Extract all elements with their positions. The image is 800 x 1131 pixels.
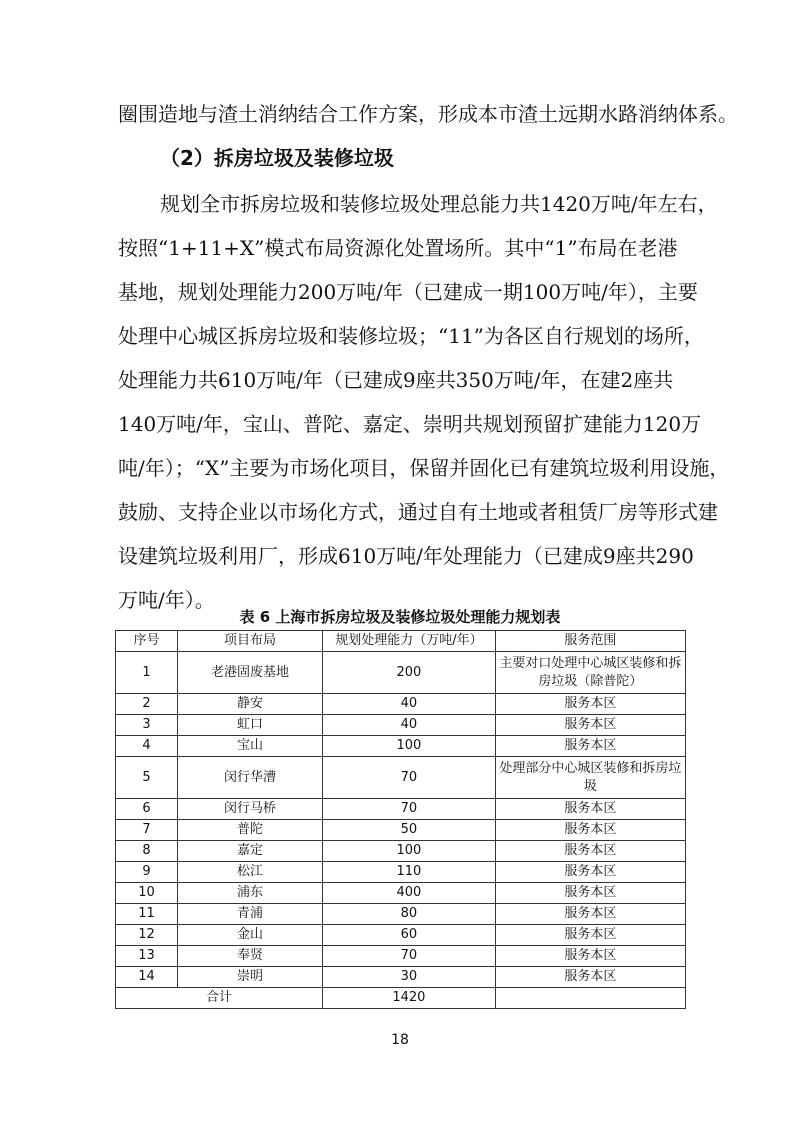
cell-capacity: 40 — [323, 694, 496, 715]
header-name: 项目布局 — [178, 631, 323, 652]
cell-scope: 服务本区 — [495, 799, 685, 820]
cell-no: 4 — [116, 736, 178, 757]
table-row — [116, 715, 686, 736]
header-scope: 服务范围 — [495, 631, 685, 652]
cell-name: 金山 — [178, 925, 323, 946]
cell-no: 8 — [116, 841, 178, 862]
table-row — [116, 736, 686, 757]
table-total-row — [116, 988, 686, 1009]
cell-name: 松江 — [178, 862, 323, 883]
cell-no: 11 — [116, 904, 178, 925]
cell-name: 普陀 — [178, 820, 323, 841]
table-row — [116, 841, 686, 862]
cell-name: 闵行马桥 — [178, 799, 323, 820]
intro-line: 圈围造地与渣土消纳结合工作方案，形成本市渣土远期水路消纳体系。 — [118, 102, 738, 126]
cell-name: 老港固废基地 — [178, 652, 323, 694]
cell-scope: 服务本区 — [495, 946, 685, 967]
table-row — [116, 946, 686, 967]
cell-name: 闵行华漕 — [178, 757, 323, 799]
table-row — [116, 883, 686, 904]
table-row — [116, 820, 686, 841]
cell-name: 浦东 — [178, 883, 323, 904]
cell-capacity: 100 — [323, 841, 496, 862]
cell-capacity: 400 — [323, 883, 496, 904]
paragraph-line: 设建筑垃圾利用厂，形成610万吨/年处理能力（已建成9座共290 — [118, 544, 694, 568]
table-caption: 表 6 上海市拆房垃圾及装修垃圾处理能力规划表 — [239, 608, 561, 626]
paragraph-line: 140万吨/年，宝山、普陀、嘉定、崇明共规划预留扩建能力120万 — [118, 412, 702, 436]
cell-capacity: 200 — [323, 652, 496, 694]
intro-paragraph — [118, 92, 738, 136]
cell-scope: 服务本区 — [495, 967, 685, 988]
table-row — [116, 694, 686, 715]
cell-name: 宝山 — [178, 736, 323, 757]
cell-capacity: 40 — [323, 715, 496, 736]
cell-capacity: 70 — [323, 946, 496, 967]
cell-scope: 服务本区 — [495, 820, 685, 841]
paragraph-line: 基地，规划处理能力200万吨/年（已建成一期100万吨/年），主要 — [118, 280, 698, 304]
cell-scope: 服务本区 — [495, 862, 685, 883]
cell-scope: 服务本区 — [495, 694, 685, 715]
cell-scope: 服务本区 — [495, 925, 685, 946]
table-row — [116, 652, 686, 694]
paragraph-line: 鼓励、支持企业以市场化方式，通过自有土地或者租赁厂房等形式建 — [118, 500, 718, 524]
cell-no: 14 — [116, 967, 178, 988]
cell-capacity: 30 — [323, 967, 496, 988]
paragraph-line: 按照“1+11+X”模式布局资源化处置场所。其中“1”布局在老港 — [118, 236, 678, 260]
cell-scope: 处理部分中心城区装修和拆房垃圾 — [495, 757, 685, 799]
cell-no: 1 — [116, 652, 178, 694]
section-heading: （2）拆房垃圾及装修垃圾 — [160, 146, 394, 170]
paragraph-line: 规划全市拆房垃圾和装修垃圾处理总能力共1420万吨/年左右， — [160, 192, 718, 216]
cell-capacity: 100 — [323, 736, 496, 757]
body-paragraph — [118, 182, 730, 622]
cell-no: 13 — [116, 946, 178, 967]
total-value: 1420 — [323, 988, 496, 1009]
table-row — [116, 862, 686, 883]
cell-name: 嘉定 — [178, 841, 323, 862]
paragraph-line: 吨/年）；“X”主要为市场化项目，保留并固化已有建筑垃圾利用设施， — [118, 456, 730, 480]
table-row — [116, 799, 686, 820]
cell-no: 10 — [116, 883, 178, 904]
cell-no: 7 — [116, 820, 178, 841]
cell-scope: 服务本区 — [495, 841, 685, 862]
cell-name: 青浦 — [178, 904, 323, 925]
cell-capacity: 70 — [323, 757, 496, 799]
cell-name: 崇明 — [178, 967, 323, 988]
header-capacity: 规划处理能力（万吨/年） — [323, 631, 496, 652]
cell-capacity: 110 — [323, 862, 496, 883]
cell-scope: 服务本区 — [495, 883, 685, 904]
cell-no: 2 — [116, 694, 178, 715]
table-row — [116, 757, 686, 799]
capacity-table — [115, 630, 686, 1009]
table-header-row — [116, 631, 686, 652]
total-scope-empty — [495, 988, 685, 1009]
cell-capacity: 70 — [323, 799, 496, 820]
cell-capacity: 50 — [323, 820, 496, 841]
header-no: 序号 — [116, 631, 178, 652]
paragraph-line: 处理能力共610万吨/年（已建成9座共350万吨/年，在建2座共 — [118, 368, 674, 392]
total-label: 合计 — [116, 988, 323, 1009]
cell-no: 12 — [116, 925, 178, 946]
cell-name: 奉贤 — [178, 946, 323, 967]
cell-no: 3 — [116, 715, 178, 736]
page-number: 18 — [391, 1032, 409, 1048]
cell-scope: 主要对口处理中心城区装修和拆房垃圾（除普陀） — [495, 652, 685, 694]
cell-name: 虹口 — [178, 715, 323, 736]
cell-no: 5 — [116, 757, 178, 799]
cell-capacity: 60 — [323, 925, 496, 946]
cell-no: 6 — [116, 799, 178, 820]
cell-scope: 服务本区 — [495, 715, 685, 736]
cell-scope: 服务本区 — [495, 904, 685, 925]
cell-scope: 服务本区 — [495, 736, 685, 757]
cell-capacity: 80 — [323, 904, 496, 925]
paragraph-line: 处理中心城区拆房垃圾和装修垃圾；“11”为各区自行规划的场所， — [118, 324, 704, 348]
table-row — [116, 904, 686, 925]
table-row — [116, 967, 686, 988]
table-row — [116, 925, 686, 946]
paragraph-line: 万吨/年）。 — [118, 588, 215, 612]
cell-name: 静安 — [178, 694, 323, 715]
cell-no: 9 — [116, 862, 178, 883]
